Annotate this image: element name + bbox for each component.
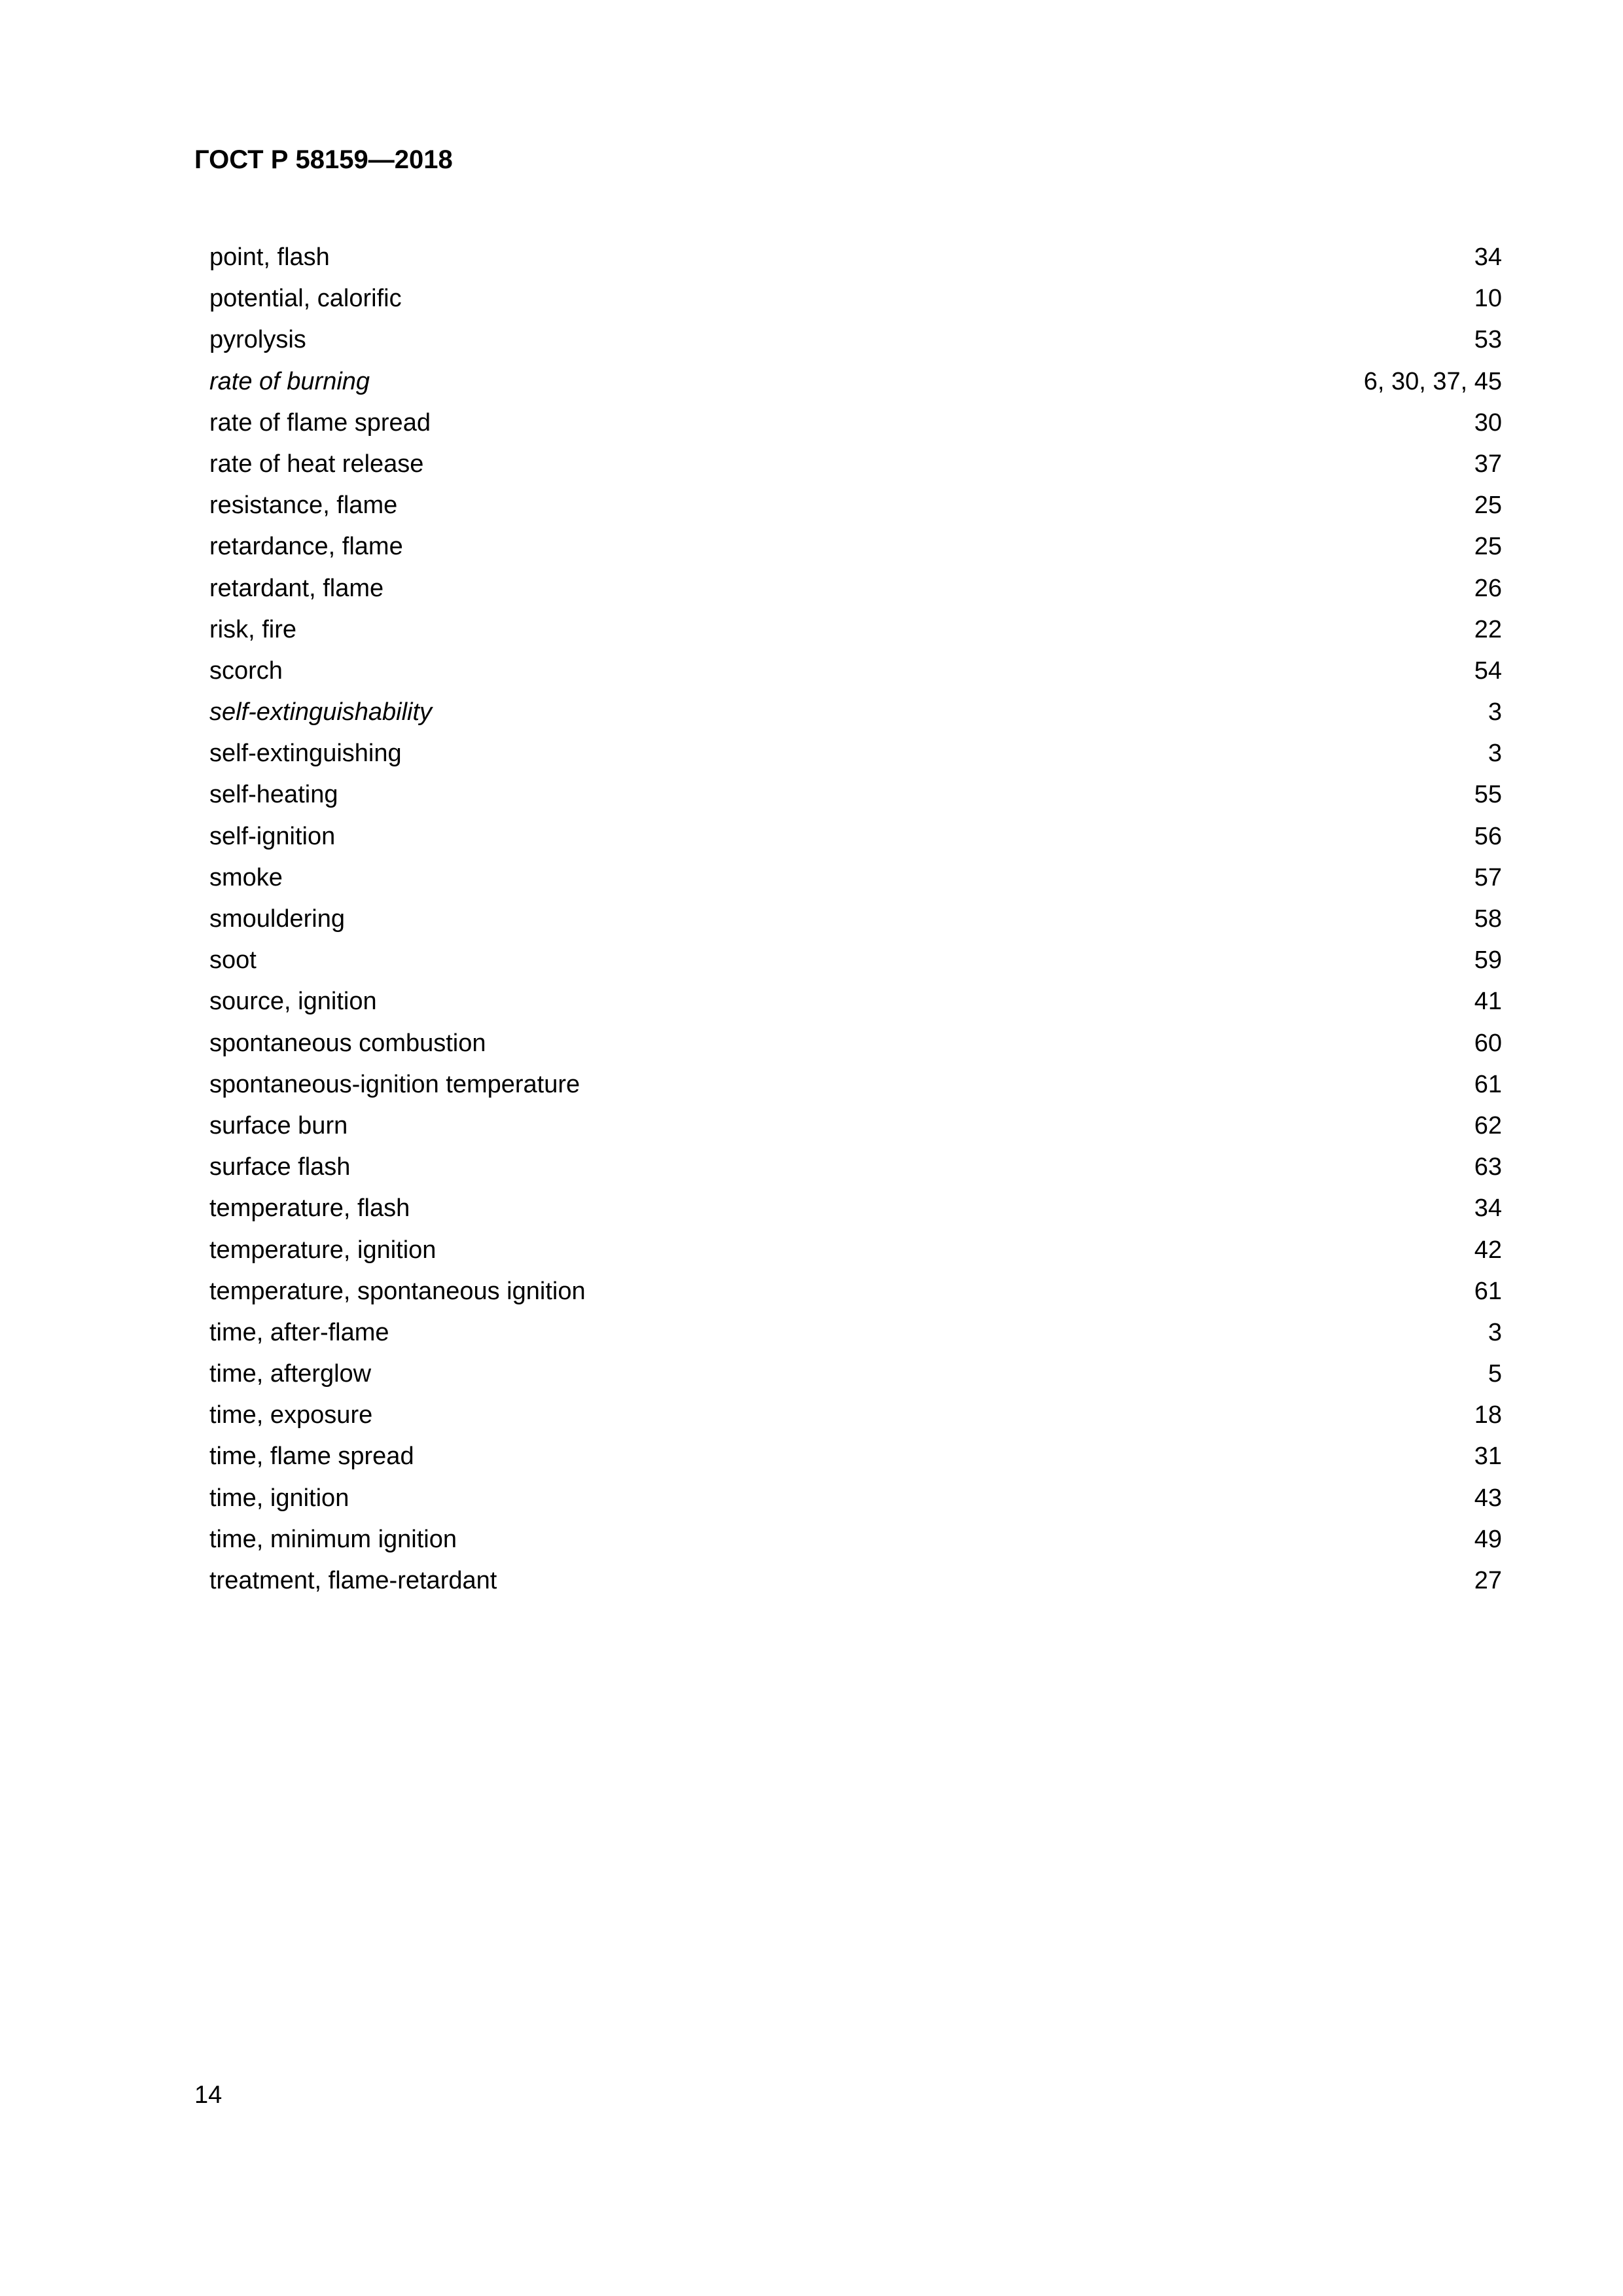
index-references: 5: [1488, 1360, 1502, 1388]
index-references: 34: [1474, 243, 1502, 271]
index-term: potential, calorific: [209, 285, 402, 313]
index-references: 62: [1474, 1111, 1502, 1139]
index-references: 60: [1474, 1029, 1502, 1057]
index-references: 61: [1474, 1070, 1502, 1098]
index-entry: [209, 1519, 1502, 1560]
index-term: surface flash: [209, 1153, 351, 1181]
index-entry: [209, 899, 1502, 940]
index-entry: [209, 774, 1502, 816]
index-references: 53: [1474, 326, 1502, 354]
index-entry: [209, 278, 1502, 319]
index-references: 37: [1474, 450, 1502, 478]
index-references: 43: [1474, 1484, 1502, 1512]
index-references: 18: [1474, 1401, 1502, 1429]
index-references: 3: [1488, 740, 1502, 768]
index-entry: [209, 526, 1502, 567]
index-entry: [209, 1147, 1502, 1188]
index-term: time, flame spread: [209, 1443, 414, 1471]
index-term: spontaneous combustion: [209, 1029, 486, 1057]
index-entry: [209, 361, 1502, 403]
index-references: 56: [1474, 822, 1502, 850]
index-term: self-extinguishing: [209, 740, 402, 768]
index-entry: [209, 237, 1502, 278]
index-references: 25: [1474, 533, 1502, 561]
index-entry: [209, 1560, 1502, 1602]
index-entry: [209, 1023, 1502, 1064]
index-references: 3: [1488, 698, 1502, 726]
page-number: 14: [194, 2081, 223, 2109]
index-entry: [209, 1354, 1502, 1395]
index-term: surface burn: [209, 1111, 348, 1139]
index-entry: [209, 1105, 1502, 1147]
index-term: pyrolysis: [209, 326, 306, 354]
index-entry: [209, 1436, 1502, 1477]
index-entry: [209, 1312, 1502, 1354]
index-term: smoke: [209, 863, 283, 891]
index-term: temperature, spontaneous ignition: [209, 1277, 586, 1305]
index-entry: [209, 1478, 1502, 1519]
index-entry: [209, 403, 1502, 444]
index-references: 41: [1474, 988, 1502, 1016]
index-term: self-heating: [209, 781, 338, 809]
index-term: rate of flame spread: [209, 408, 431, 437]
index-references: 57: [1474, 863, 1502, 891]
index-references: 25: [1474, 492, 1502, 520]
index-references: 27: [1474, 1567, 1502, 1594]
index-term: soot: [209, 946, 257, 975]
index-references: 31: [1474, 1443, 1502, 1471]
index-references: 63: [1474, 1153, 1502, 1181]
index-entry: [209, 1395, 1502, 1436]
index-term: temperature, flash: [209, 1194, 410, 1223]
index-references: 42: [1474, 1236, 1502, 1264]
index-entry: [209, 485, 1502, 526]
index-references: 55: [1474, 781, 1502, 809]
index-term: time, exposure: [209, 1401, 373, 1429]
index-term: self-ignition: [209, 822, 336, 850]
index-references: 22: [1474, 615, 1502, 643]
index-entry: [209, 568, 1502, 609]
index-entry: [209, 444, 1502, 485]
index-entry: [209, 1271, 1502, 1312]
index-term: retardance, flame: [209, 533, 403, 561]
index-term: time, afterglow: [209, 1360, 372, 1388]
index-entry: [209, 609, 1502, 651]
index-term: rate of heat release: [209, 450, 424, 478]
index-entry: [209, 816, 1502, 857]
index-entry: [209, 1230, 1502, 1271]
index-term: temperature, ignition: [209, 1236, 437, 1264]
index-references: 54: [1474, 656, 1502, 685]
index-term: retardant, flame: [209, 574, 384, 602]
index-entry: [209, 692, 1502, 733]
index-references: 26: [1474, 574, 1502, 602]
index-term: rate of burning: [209, 367, 370, 395]
index-term: self-extinguishability: [209, 698, 433, 726]
index-entry: [209, 1064, 1502, 1105]
index-references: 10: [1474, 285, 1502, 313]
index-references: 3: [1488, 1318, 1502, 1346]
index-entry: [209, 733, 1502, 774]
index-entry: [209, 651, 1502, 692]
index-term: resistance, flame: [209, 492, 398, 520]
index-term: point, flash: [209, 243, 330, 271]
index-term: time, ignition: [209, 1484, 349, 1512]
index-term: risk, fire: [209, 615, 296, 643]
index-entry: [209, 940, 1502, 981]
index-references: 30: [1474, 408, 1502, 437]
index-references: 58: [1474, 905, 1502, 933]
index-entry: [209, 319, 1502, 361]
index-term: time, after-flame: [209, 1318, 389, 1346]
index-term: smouldering: [209, 905, 345, 933]
index-entry: [209, 857, 1502, 899]
index-references: 6, 30, 37, 45: [1363, 367, 1502, 395]
index-entry: [209, 1188, 1502, 1229]
index-term: time, minimum ignition: [209, 1525, 457, 1553]
index-references: 34: [1474, 1194, 1502, 1223]
index-term: treatment, flame-retardant: [209, 1567, 497, 1594]
index-entry: [209, 981, 1502, 1022]
index-term: spontaneous-ignition temperature: [209, 1070, 580, 1098]
index-references: 61: [1474, 1277, 1502, 1305]
index-references: 59: [1474, 946, 1502, 975]
document-header: ГОСТ Р 58159—2018: [194, 145, 453, 174]
index-term: source, ignition: [209, 988, 377, 1016]
index-term: scorch: [209, 656, 283, 685]
index-references: 49: [1474, 1525, 1502, 1553]
index-list: [209, 237, 1502, 1602]
